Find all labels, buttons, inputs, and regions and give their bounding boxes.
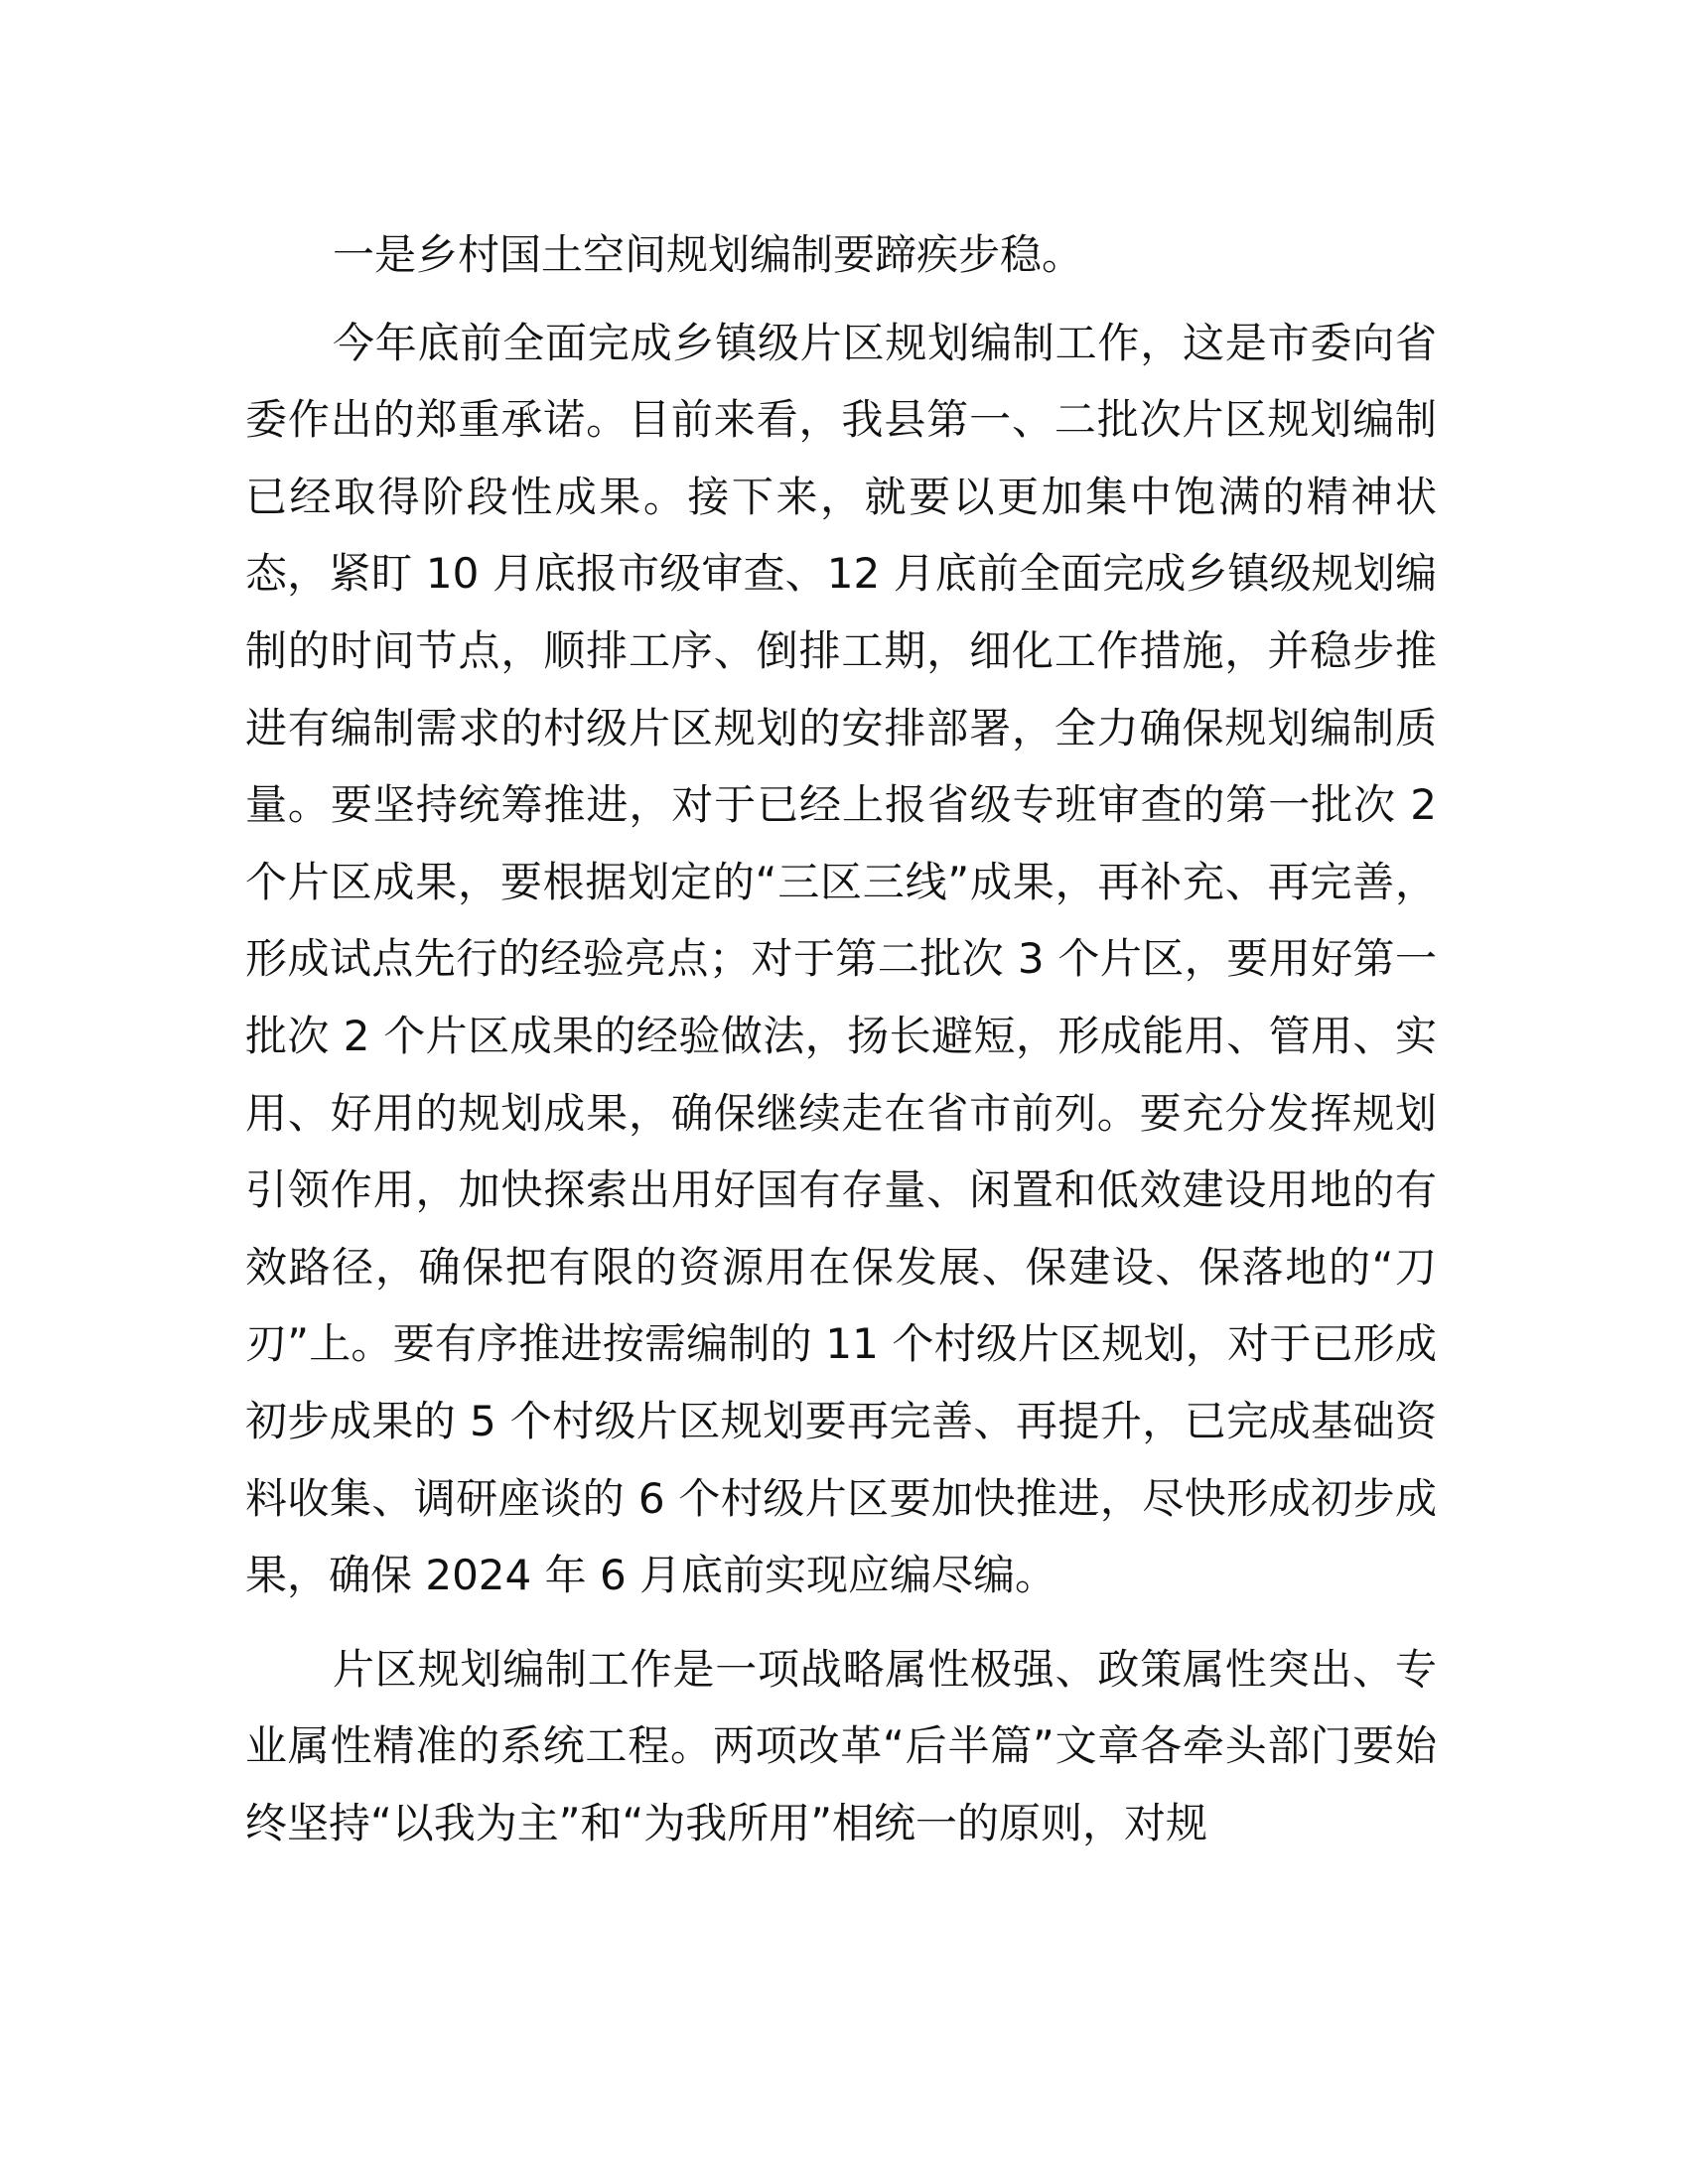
document-body — [245, 216, 1437, 1861]
body-paragraph-2: 片区规划编制工作是一项战略属性极强、政策属性突出、专业属性精准的系统工程。两项改革“后半篇”文章各牵头部门要始终坚持“以我为主”和“为我所用”相统一的原则，对规 — [245, 1644, 1437, 1847]
body-paragraph-1: 今年底前全面完成乡镇级片区规划编制工作，这是市委向省委作出的郑重承诺。目前来看，我县第一、二批次片区规划编制已经取得阶段性成果。接下来，就要以更加集中饱满的精神状态，紧盯 10 月底报市级审查、12 月底前全面完成乡镇级规划编制的时间节点，顺排工序、倒排工期，细化工作措施，并稳步推进有编制需求的村级片区规划的安排部署，全力确保规划编制质量。要坚持统筹推进，对于已经上报省级专班审查的第一批次 2 个片区成果，要根据划定的“三区三线”成果，再补充、再完善，形成试点先行的经验亮点；对于第二批次 3 个片区，要用好第一批次 2 个片区成果的经验做法，扬长避短，形成能用、管用、实用、好用的规划成果，确保继续走在省市前列。要充分发挥规划引领作用，加快探索出用好国有存量、闲置和低效建设用地的有效路径，确保把有限的资源用在保发展、保建设、保落地的“刀刃”上。要有序推进按需编制的 11 个村级片区规划，对于已形成初步成果的 5 个村级片区规划要再完善、再提升，已完成基础资料收集、调研座谈的 6 个村级片区要加快推进，尽快形成初步成果，确保 2024 年 6 月底前实现应编尽编。 — [245, 318, 1437, 1600]
section-heading: 一是乡村国土空间规划编制要蹄疾步稳。 — [333, 230, 1084, 279]
